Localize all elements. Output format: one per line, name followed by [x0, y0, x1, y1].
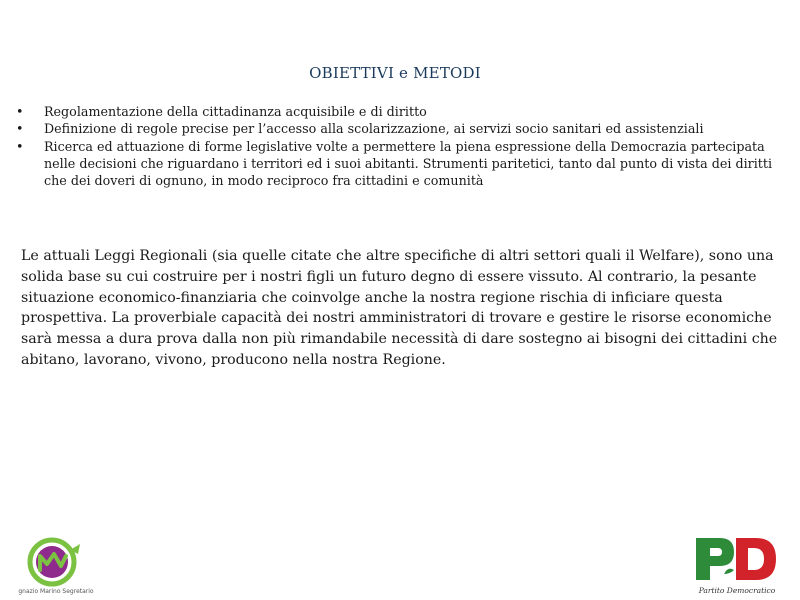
marino-logo-caption: gnazio Marino Segretario [18, 588, 94, 595]
bullet-item [14, 138, 784, 190]
bullet-item [14, 103, 784, 120]
bullet-text: Definizione di regole precise per l’accesso alla scolarizzazione, ai servizi socio sanitari ed assistenziali [44, 121, 704, 137]
slide-title: OBIETTIVI e METODI [309, 64, 481, 82]
bullet-dot: • [16, 121, 24, 137]
body-paragraph: Le attuali Leggi Regionali (sia quelle citate che altre specifiche di altri settori quali il Welfare), sono una solida base su cui costruire per i nostri figli un futuro degno di essere vissuto. Al contrario, la pesante situazione economico-finanziaria che coinvolge anche la nostra regione rischia di inficiare questa prospettiva. La proverbiale capacità dei nostri amministratori di trovare e gestire le risorse economiche sarà messa a dura prova dalla non più rimandabile necessità di dare sostegno ai bisogni dei cittadini che abitano, lavorano, vivono, producono nella nostra Regione. [21, 248, 778, 368]
marino-logo-icon [14, 534, 98, 590]
bullet-text: Ricerca ed attuazione di forme legislative volte a permettere la piena espressione della Democrazia partecipata nelle decisioni che riguardano i territori ed i suoi abitanti. Strumenti paritetici, tanto dal punto di vista dei diritti che dei doveri di ognuno, in modo reciproco fra cittadini e comunità [44, 138, 773, 189]
marino-logo [14, 534, 98, 598]
pd-logo [690, 534, 780, 598]
bullet-dot: • [16, 138, 24, 154]
bullet-text: Regolamentazione della cittadinanza acquisibile e di diritto [44, 104, 427, 119]
bullet-list [14, 103, 784, 189]
bullet-item [14, 120, 784, 137]
pd-logo-caption: Partito Democratico [698, 586, 776, 595]
pd-logo-icon [690, 534, 780, 586]
bullet-dot: • [16, 104, 24, 119]
